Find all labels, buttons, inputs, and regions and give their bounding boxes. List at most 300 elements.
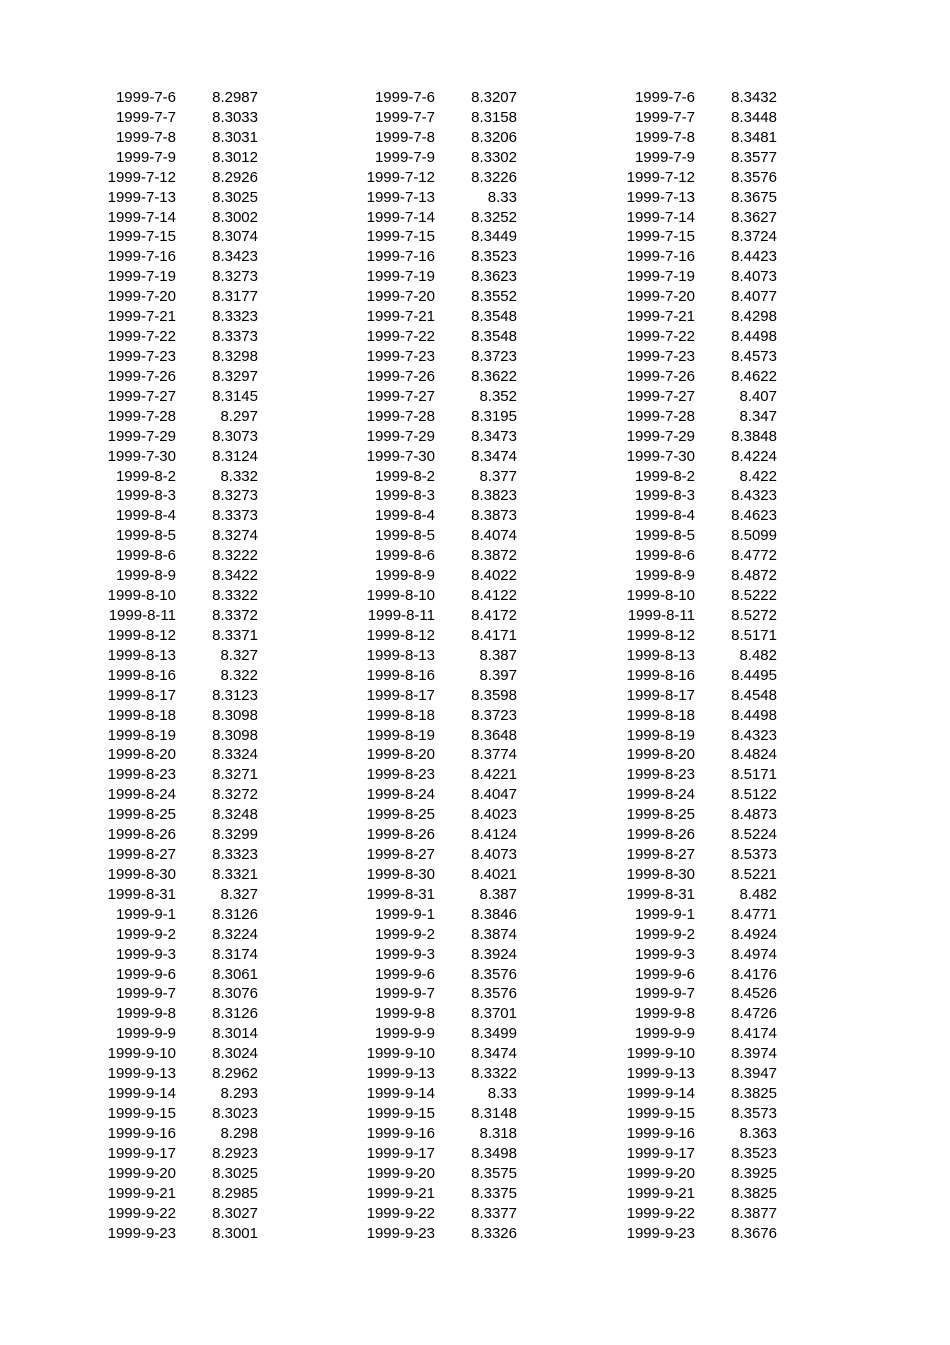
table-row [70, 745, 258, 765]
date-cell: 1999-9-3 [374, 945, 435, 963]
value-cell: 8.3274 [212, 527, 258, 545]
value-cell: 8.3449 [471, 228, 517, 246]
date-cell: 1999-9-15 [366, 1105, 435, 1123]
date-cell: 1999-8-26 [107, 826, 176, 844]
table-row [329, 287, 517, 307]
table-row [589, 1024, 777, 1044]
value-cell: 8.3174 [212, 945, 258, 963]
table-row [70, 247, 258, 267]
value-cell: 8.4495 [731, 666, 777, 684]
date-cell: 1999-8-10 [366, 587, 435, 605]
table-row [70, 1224, 258, 1244]
table-row [70, 706, 258, 726]
date-cell: 1999-9-13 [366, 1065, 435, 1083]
value-cell: 8.3273 [212, 487, 258, 505]
value-cell: 8.4772 [731, 547, 777, 565]
table-row [329, 1104, 517, 1124]
value-cell: 8.3422 [212, 567, 258, 585]
value-cell: 8.3877 [731, 1204, 777, 1222]
date-cell: 1999-8-5 [115, 527, 176, 545]
date-cell: 1999-8-12 [626, 626, 695, 644]
date-cell: 1999-8-24 [107, 786, 176, 804]
table-row [329, 945, 517, 965]
table-row [70, 1064, 258, 1084]
table-row [70, 168, 258, 188]
table-row [70, 646, 258, 666]
value-cell: 8.3158 [471, 108, 517, 126]
date-cell: 1999-7-26 [626, 367, 695, 385]
date-cell: 1999-8-27 [366, 846, 435, 864]
date-cell: 1999-9-1 [374, 905, 435, 923]
value-cell: 8.3575 [471, 1164, 517, 1182]
table-row [70, 447, 258, 467]
value-cell: 8.3323 [212, 308, 258, 326]
value-cell: 8.4873 [731, 806, 777, 824]
value-cell: 8.5272 [731, 606, 777, 624]
value-cell: 8.4498 [731, 706, 777, 724]
value-cell: 8.4171 [471, 626, 517, 644]
date-cell: 1999-8-17 [626, 686, 695, 704]
date-cell: 1999-7-22 [366, 328, 435, 346]
table-row [70, 925, 258, 945]
value-cell: 8.4872 [731, 567, 777, 585]
value-cell: 8.3124 [212, 447, 258, 465]
value-cell: 8.352 [479, 387, 517, 405]
date-cell: 1999-7-27 [366, 387, 435, 405]
date-cell: 1999-8-5 [634, 527, 695, 545]
value-cell: 8.3145 [212, 387, 258, 405]
table-row [70, 785, 258, 805]
date-cell: 1999-8-31 [107, 885, 176, 903]
date-cell: 1999-7-29 [107, 427, 176, 445]
table-row [589, 845, 777, 865]
date-cell: 1999-9-2 [115, 925, 176, 943]
date-cell: 1999-7-29 [366, 427, 435, 445]
table-row [70, 387, 258, 407]
value-cell: 8.3148 [471, 1105, 517, 1123]
date-cell: 1999-8-12 [366, 626, 435, 644]
date-cell: 1999-8-20 [107, 746, 176, 764]
table-row [589, 128, 777, 148]
table-row [329, 247, 517, 267]
table-row [589, 785, 777, 805]
table-row [70, 825, 258, 845]
value-cell: 8.3074 [212, 228, 258, 246]
value-cell: 8.3076 [212, 985, 258, 1003]
table-row [329, 765, 517, 785]
table-row [329, 208, 517, 228]
value-cell: 8.3598 [471, 686, 517, 704]
date-cell: 1999-9-7 [634, 985, 695, 1003]
value-cell: 8.3195 [471, 407, 517, 425]
table-row [329, 307, 517, 327]
table-row [329, 566, 517, 586]
value-cell: 8.4122 [471, 587, 517, 605]
table-row [329, 925, 517, 945]
value-cell: 8.3576 [731, 168, 777, 186]
date-cell: 1999-9-21 [107, 1184, 176, 1202]
value-cell: 8.327 [220, 885, 258, 903]
value-cell: 8.4074 [471, 527, 517, 545]
value-cell: 8.4172 [471, 606, 517, 624]
value-cell: 8.3272 [212, 786, 258, 804]
table-row [589, 327, 777, 347]
date-cell: 1999-9-10 [107, 1045, 176, 1063]
date-cell: 1999-8-2 [374, 467, 435, 485]
date-cell: 1999-7-6 [634, 89, 695, 106]
table-row [589, 1044, 777, 1064]
date-cell: 1999-9-14 [366, 1085, 435, 1103]
value-cell: 8.3825 [731, 1184, 777, 1202]
table-row [70, 1144, 258, 1164]
date-cell: 1999-8-26 [366, 826, 435, 844]
value-cell: 8.3373 [212, 328, 258, 346]
date-cell: 1999-7-22 [626, 328, 695, 346]
date-cell: 1999-8-31 [626, 885, 695, 903]
table-row [589, 148, 777, 168]
value-cell: 8.3206 [471, 128, 517, 146]
date-cell: 1999-8-6 [634, 547, 695, 565]
table-row [329, 845, 517, 865]
date-cell: 1999-9-8 [374, 1005, 435, 1023]
date-cell: 1999-8-4 [115, 507, 176, 525]
value-cell: 8.3724 [731, 228, 777, 246]
date-cell: 1999-7-23 [626, 347, 695, 365]
value-cell: 8.3622 [471, 367, 517, 385]
date-cell: 1999-8-3 [634, 487, 695, 505]
value-cell: 8.3126 [212, 905, 258, 923]
table-row [589, 984, 777, 1004]
date-cell: 1999-9-20 [107, 1164, 176, 1182]
value-cell: 8.3323 [212, 846, 258, 864]
value-cell: 8.3031 [212, 128, 258, 146]
value-cell: 8.4423 [731, 248, 777, 266]
date-cell: 1999-7-6 [115, 89, 176, 106]
table-row [329, 128, 517, 148]
table-row [589, 88, 777, 108]
value-cell: 8.363 [739, 1124, 777, 1142]
value-cell: 8.3548 [471, 308, 517, 326]
table-row [589, 586, 777, 606]
date-cell: 1999-8-17 [107, 686, 176, 704]
value-cell: 8.3627 [731, 208, 777, 226]
date-cell: 1999-7-8 [115, 128, 176, 146]
table-row [589, 227, 777, 247]
date-cell: 1999-7-16 [366, 248, 435, 266]
table-row [329, 1004, 517, 1024]
value-cell: 8.3924 [471, 945, 517, 963]
value-cell: 8.3324 [212, 746, 258, 764]
date-cell: 1999-8-23 [107, 766, 176, 784]
value-cell: 8.3874 [471, 925, 517, 943]
value-cell: 8.3372 [212, 606, 258, 624]
date-cell: 1999-7-13 [626, 188, 695, 206]
date-cell: 1999-7-20 [107, 288, 176, 306]
table-row [589, 387, 777, 407]
value-cell: 8.4623 [731, 507, 777, 525]
date-cell: 1999-8-19 [107, 726, 176, 744]
table-row [589, 467, 777, 487]
date-cell: 1999-8-10 [107, 587, 176, 605]
date-cell: 1999-7-28 [107, 407, 176, 425]
date-cell: 1999-7-19 [107, 268, 176, 286]
date-cell: 1999-9-8 [115, 1005, 176, 1023]
value-cell: 8.4824 [731, 746, 777, 764]
value-cell: 8.3925 [731, 1164, 777, 1182]
value-cell: 8.3001 [212, 1224, 258, 1242]
value-cell: 8.3448 [731, 108, 777, 126]
date-cell: 1999-7-26 [366, 367, 435, 385]
date-cell: 1999-9-13 [107, 1065, 176, 1083]
date-cell: 1999-8-23 [366, 766, 435, 784]
value-cell: 8.5221 [731, 865, 777, 883]
date-cell: 1999-9-23 [626, 1224, 695, 1242]
value-cell: 8.4023 [471, 806, 517, 824]
date-cell: 1999-7-7 [634, 108, 695, 126]
value-cell: 8.293 [220, 1085, 258, 1103]
date-cell: 1999-8-9 [634, 567, 695, 585]
table-row [329, 227, 517, 247]
value-cell: 8.387 [479, 885, 517, 903]
date-cell: 1999-7-23 [366, 347, 435, 365]
value-cell: 8.4924 [731, 925, 777, 943]
table-row [329, 1064, 517, 1084]
table-row [329, 905, 517, 925]
table-row [70, 1184, 258, 1204]
table-row [329, 805, 517, 825]
date-cell: 1999-8-25 [107, 806, 176, 824]
table-row [329, 486, 517, 506]
value-cell: 8.3676 [731, 1224, 777, 1242]
value-cell: 8.3474 [471, 1045, 517, 1063]
value-cell: 8.3423 [212, 248, 258, 266]
date-cell: 1999-7-21 [366, 308, 435, 326]
value-cell: 8.3061 [212, 965, 258, 983]
date-cell: 1999-8-13 [107, 646, 176, 664]
value-cell: 8.3252 [471, 208, 517, 226]
value-cell: 8.4077 [731, 288, 777, 306]
value-cell: 8.4224 [731, 447, 777, 465]
value-cell: 8.3576 [471, 985, 517, 1003]
table-row [589, 506, 777, 526]
date-cell: 1999-9-22 [626, 1204, 695, 1222]
table-row [329, 526, 517, 546]
table-row [589, 168, 777, 188]
table-row [589, 1104, 777, 1124]
table-row [589, 825, 777, 845]
value-cell: 8.3027 [212, 1204, 258, 1222]
table-row [70, 267, 258, 287]
table-row [70, 805, 258, 825]
table-row [329, 1144, 517, 1164]
date-cell: 1999-7-9 [634, 148, 695, 166]
value-cell: 8.3701 [471, 1005, 517, 1023]
table-row [589, 307, 777, 327]
date-cell: 1999-7-8 [634, 128, 695, 146]
value-cell: 8.3322 [212, 587, 258, 605]
table-row [70, 506, 258, 526]
date-cell: 1999-9-1 [634, 905, 695, 923]
value-cell: 8.3326 [471, 1224, 517, 1242]
value-cell: 8.3248 [212, 806, 258, 824]
value-cell: 8.3073 [212, 427, 258, 445]
value-cell: 8.3846 [471, 905, 517, 923]
value-cell: 8.2962 [212, 1065, 258, 1083]
date-cell: 1999-7-16 [107, 248, 176, 266]
date-cell: 1999-8-11 [367, 606, 435, 624]
table-row [329, 1164, 517, 1184]
value-cell: 8.33 [487, 188, 517, 206]
value-cell: 8.4526 [731, 985, 777, 1003]
value-cell: 8.3473 [471, 427, 517, 445]
date-cell: 1999-8-20 [366, 746, 435, 764]
table-row [329, 885, 517, 905]
table-row [589, 1204, 777, 1224]
value-cell: 8.3825 [731, 1085, 777, 1103]
table-row [70, 1004, 258, 1024]
date-cell: 1999-8-2 [634, 467, 695, 485]
table-row [589, 447, 777, 467]
date-cell: 1999-8-30 [107, 865, 176, 883]
table-row [589, 208, 777, 228]
value-cell: 8.4124 [471, 826, 517, 844]
date-cell: 1999-8-13 [626, 646, 695, 664]
value-cell: 8.327 [220, 646, 258, 664]
date-cell: 1999-8-25 [626, 806, 695, 824]
value-cell: 8.4021 [471, 865, 517, 883]
table-row [329, 506, 517, 526]
date-cell: 1999-9-14 [107, 1085, 176, 1103]
value-cell: 8.298 [220, 1124, 258, 1142]
date-cell: 1999-9-15 [107, 1105, 176, 1123]
value-cell: 8.4771 [731, 905, 777, 923]
value-cell: 8.3873 [471, 507, 517, 525]
table-row [589, 367, 777, 387]
table-row [329, 726, 517, 746]
date-cell: 1999-7-28 [366, 407, 435, 425]
table-row [329, 188, 517, 208]
table-row [589, 905, 777, 925]
table-row [329, 686, 517, 706]
date-cell: 1999-9-21 [366, 1184, 435, 1202]
table-row [589, 1224, 777, 1244]
date-cell: 1999-9-14 [626, 1085, 695, 1103]
table-row [329, 546, 517, 566]
value-cell: 8.5171 [731, 626, 777, 644]
table-row [329, 427, 517, 447]
value-cell: 8.297 [220, 407, 258, 425]
value-cell: 8.3947 [731, 1065, 777, 1083]
table-row [329, 108, 517, 128]
value-cell: 8.482 [739, 885, 777, 903]
table-row [589, 247, 777, 267]
date-cell: 1999-7-15 [366, 228, 435, 246]
table-row [589, 745, 777, 765]
table-row [70, 566, 258, 586]
date-cell: 1999-9-3 [634, 945, 695, 963]
table-row [70, 108, 258, 128]
value-cell: 8.3297 [212, 367, 258, 385]
value-cell: 8.3675 [731, 188, 777, 206]
date-cell: 1999-9-17 [626, 1144, 695, 1162]
value-cell: 8.2987 [212, 89, 258, 106]
table-row [70, 984, 258, 1004]
table-row [329, 447, 517, 467]
value-cell: 8.3012 [212, 148, 258, 166]
date-cell: 1999-8-19 [626, 726, 695, 744]
column-block-3 [589, 88, 777, 1243]
table-row [70, 208, 258, 228]
date-cell: 1999-7-21 [626, 308, 695, 326]
date-cell: 1999-7-30 [107, 447, 176, 465]
table-row [329, 706, 517, 726]
date-cell: 1999-8-27 [107, 846, 176, 864]
column-block-2 [329, 88, 517, 1243]
value-cell: 8.3573 [731, 1105, 777, 1123]
value-cell: 8.3302 [471, 148, 517, 166]
value-cell: 8.3025 [212, 188, 258, 206]
table-row [329, 148, 517, 168]
table-row [70, 626, 258, 646]
value-cell: 8.397 [479, 666, 517, 684]
value-cell: 8.3322 [471, 1065, 517, 1083]
date-cell: 1999-7-14 [626, 208, 695, 226]
date-cell: 1999-8-31 [366, 885, 435, 903]
table-row [329, 267, 517, 287]
table-row [70, 148, 258, 168]
date-cell: 1999-9-22 [107, 1204, 176, 1222]
value-cell: 8.3723 [471, 706, 517, 724]
value-cell: 8.3548 [471, 328, 517, 346]
table-row [70, 606, 258, 626]
value-cell: 8.3321 [212, 865, 258, 883]
value-cell: 8.4073 [471, 846, 517, 864]
table-row [70, 327, 258, 347]
table-row [329, 1124, 517, 1144]
column-block-1 [70, 88, 258, 1243]
date-cell: 1999-7-6 [374, 89, 435, 106]
date-cell: 1999-7-16 [626, 248, 695, 266]
date-cell: 1999-7-14 [366, 208, 435, 226]
value-cell: 8.3648 [471, 726, 517, 744]
table-row [589, 267, 777, 287]
table-row [589, 1184, 777, 1204]
date-cell: 1999-9-23 [107, 1224, 176, 1242]
value-cell: 8.4548 [731, 686, 777, 704]
table-row [589, 945, 777, 965]
table-row [70, 945, 258, 965]
table-row [70, 546, 258, 566]
table-row [589, 427, 777, 447]
value-cell: 8.3375 [471, 1184, 517, 1202]
date-cell: 1999-7-30 [366, 447, 435, 465]
table-row [329, 327, 517, 347]
table-row [589, 626, 777, 646]
table-row [70, 188, 258, 208]
date-cell: 1999-9-6 [374, 965, 435, 983]
value-cell: 8.3226 [471, 168, 517, 186]
table-row [329, 606, 517, 626]
table-row [70, 427, 258, 447]
date-cell: 1999-9-9 [115, 1025, 176, 1043]
value-cell: 8.3523 [731, 1144, 777, 1162]
table-row [589, 606, 777, 626]
date-cell: 1999-9-20 [626, 1164, 695, 1182]
date-cell: 1999-8-24 [366, 786, 435, 804]
value-cell: 8.387 [479, 646, 517, 664]
table-row [329, 387, 517, 407]
table-row [329, 347, 517, 367]
